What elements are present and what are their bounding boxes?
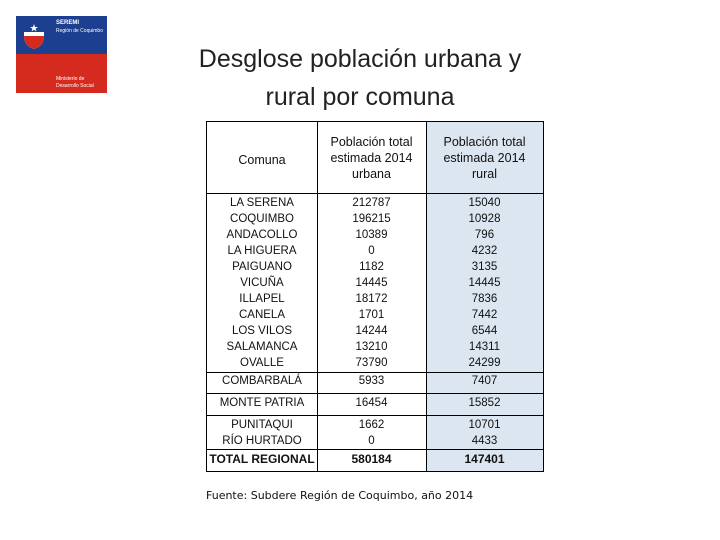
cell-rural: 3135 [471, 261, 498, 273]
cell-urbana: 14244 [355, 325, 388, 337]
cell-rural: 14311 [468, 341, 501, 353]
header-urbana-line: Población total [330, 134, 413, 149]
row-divider [207, 393, 543, 394]
cell-comuna: SALAMANCA [226, 341, 298, 353]
total-comuna: TOTAL REGIONAL [209, 452, 315, 466]
cell-comuna: LA SERENA [230, 197, 294, 209]
cell-rural: 15852 [468, 397, 501, 409]
cell-urbana: 0 [368, 435, 375, 447]
seremi-logo [16, 16, 107, 93]
cell-comuna: ILLAPEL [239, 293, 285, 305]
column-divider [426, 122, 427, 471]
total-urbana: 580184 [351, 452, 392, 466]
cell-rural: 10928 [468, 213, 501, 225]
cell-urbana: 13210 [355, 341, 388, 353]
cell-rural: 10701 [468, 419, 501, 431]
cell-rural: 7442 [471, 309, 498, 321]
header-rural-line: rural [471, 166, 497, 181]
cell-comuna: VICUÑA [240, 277, 284, 289]
header-urbana-line: urbana [352, 166, 391, 181]
cell-comuna: LOS VILOS [231, 325, 293, 337]
chile-flag-crest [16, 16, 52, 93]
cell-comuna: PAIGUANO [232, 261, 292, 273]
cell-comuna: LA HIGUERA [227, 245, 297, 257]
cell-urbana: 196215 [352, 213, 391, 225]
header-urbana [317, 122, 426, 194]
title-line2: rural por comuna [265, 83, 455, 111]
cell-comuna: OVALLE [240, 357, 284, 369]
cell-urbana: 1182 [359, 261, 384, 273]
logo-line4: Desarrollo Social [56, 83, 94, 89]
cell-comuna: ANDACOLLO [226, 229, 298, 241]
cell-urbana: 212787 [352, 197, 391, 209]
cell-comuna: COQUIMBO [230, 213, 294, 225]
total-rural: 147401 [464, 452, 505, 466]
header-urbana-lines [330, 134, 412, 182]
cell-rural: 4433 [471, 435, 498, 447]
cell-urbana: 1662 [358, 419, 385, 431]
header-comuna: Comuna [207, 122, 317, 194]
header-rural [426, 122, 543, 194]
cell-urbana: 10389 [355, 229, 388, 241]
cell-urbana: 16454 [355, 397, 388, 409]
logo-line2: Región de Coquimbo [56, 28, 103, 34]
header-rural-lines [443, 134, 525, 182]
header-urbana-line: estimada 2014 [330, 150, 413, 165]
cell-comuna: COMBARBALÁ [222, 375, 302, 387]
cell-rural: 24299 [468, 357, 501, 369]
crest-icon [22, 20, 46, 50]
cell-rural: 796 [474, 229, 495, 241]
cell-rural: 6544 [471, 325, 498, 337]
cell-urbana: 0 [368, 245, 375, 257]
row-divider [207, 415, 543, 416]
logo-line1: SEREMI [56, 20, 80, 26]
cell-comuna: CANELA [238, 309, 286, 321]
logo-text-panel [52, 16, 107, 93]
logo-line3: Ministerio de [56, 76, 85, 82]
cell-rural: 15040 [468, 197, 501, 209]
cell-comuna: RÍO HURTADO [222, 435, 302, 447]
page-title [150, 40, 570, 116]
cell-rural: 7836 [471, 293, 498, 305]
cell-rural: 7407 [471, 375, 498, 387]
header-rural-line: estimada 2014 [443, 150, 526, 165]
cell-rural: 14445 [468, 277, 501, 289]
population-table [206, 121, 544, 472]
cell-urbana: 1701 [358, 309, 385, 321]
cell-urbana: 14445 [355, 277, 388, 289]
cell-urbana: 18172 [355, 293, 388, 305]
row-divider [207, 372, 543, 373]
cell-urbana: 73790 [355, 357, 388, 369]
source-note: Fuente: Subdere Región de Coquimbo, año 2014 [206, 489, 474, 502]
cell-comuna: MONTE PATRIA [219, 397, 305, 409]
cell-rural: 4232 [471, 245, 498, 257]
title-line1: Desglose población urbana y [198, 45, 522, 73]
row-divider [207, 449, 543, 450]
header-rural-line: Población total [443, 134, 526, 149]
cell-comuna: PUNITAQUI [231, 419, 293, 431]
column-divider [317, 122, 318, 471]
cell-urbana: 5933 [358, 375, 385, 387]
